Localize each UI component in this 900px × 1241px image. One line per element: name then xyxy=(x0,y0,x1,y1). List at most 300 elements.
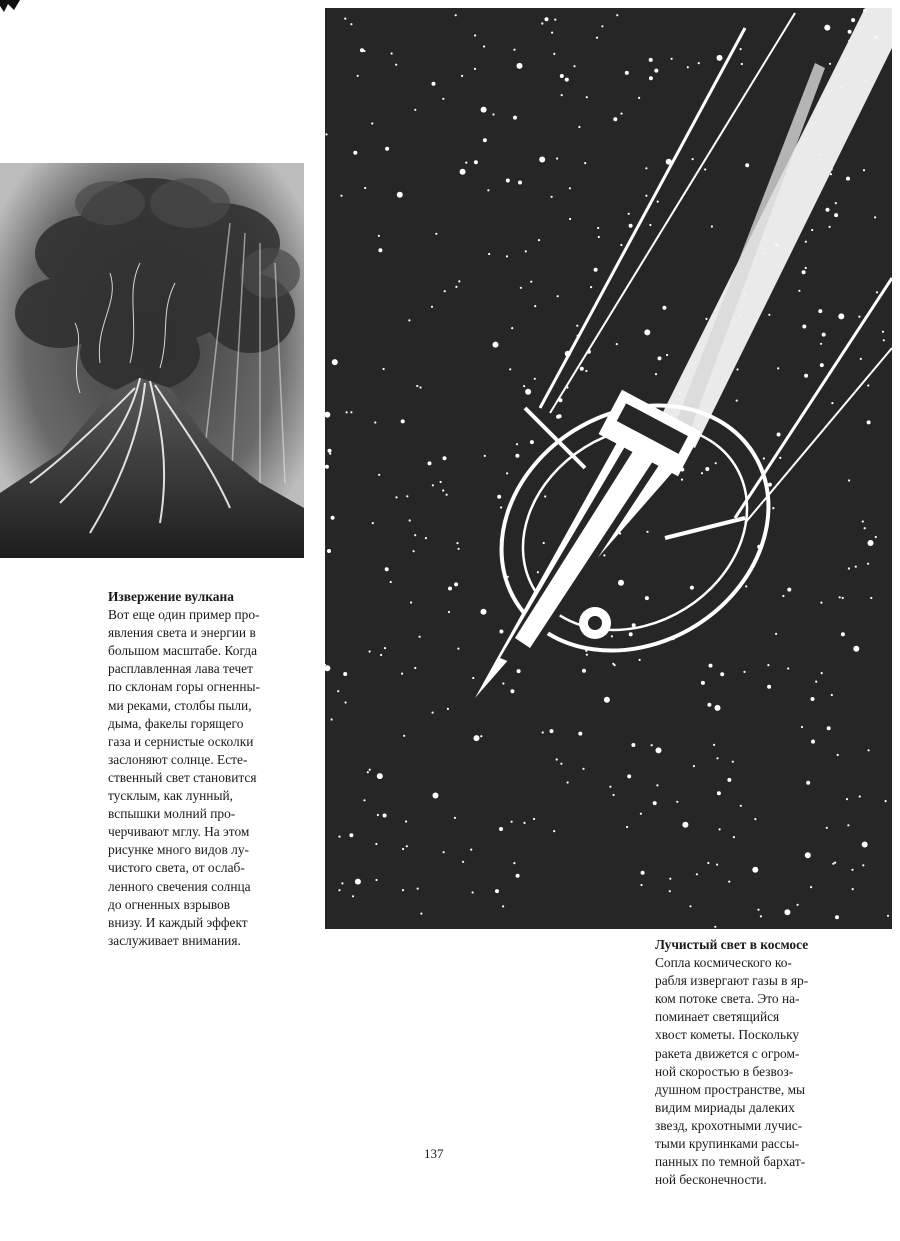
star xyxy=(875,536,877,538)
star xyxy=(585,370,587,372)
star xyxy=(715,705,721,711)
star xyxy=(618,580,624,586)
star xyxy=(596,37,598,39)
star xyxy=(862,864,864,866)
star xyxy=(338,836,340,838)
star xyxy=(428,461,432,465)
star xyxy=(492,113,494,115)
caption-line: вспышки молний про- xyxy=(108,806,236,822)
star xyxy=(842,597,844,599)
star xyxy=(862,842,868,848)
star xyxy=(885,800,887,802)
star xyxy=(870,597,872,599)
star xyxy=(506,179,510,183)
star xyxy=(511,327,513,329)
star xyxy=(616,343,618,345)
star xyxy=(649,58,653,62)
star xyxy=(649,224,651,226)
star xyxy=(515,454,519,458)
star xyxy=(550,729,554,733)
star xyxy=(829,63,831,65)
star xyxy=(329,453,331,455)
star xyxy=(419,386,421,388)
star xyxy=(810,886,812,888)
star xyxy=(826,208,830,212)
star xyxy=(696,873,698,875)
star xyxy=(709,664,713,668)
star xyxy=(495,889,499,893)
star xyxy=(727,778,731,782)
star xyxy=(448,611,450,613)
star xyxy=(772,507,774,509)
star xyxy=(584,162,586,164)
star xyxy=(867,420,871,424)
star xyxy=(806,781,810,785)
star xyxy=(483,45,485,47)
star xyxy=(363,799,365,801)
star xyxy=(533,818,535,820)
star xyxy=(328,449,332,453)
star xyxy=(576,325,578,327)
star xyxy=(416,385,418,387)
star xyxy=(640,884,642,886)
star xyxy=(378,248,382,252)
star xyxy=(831,402,833,404)
star xyxy=(553,53,555,55)
star xyxy=(385,147,389,151)
star xyxy=(768,483,772,487)
star xyxy=(369,769,371,771)
star xyxy=(613,117,617,121)
star xyxy=(344,18,346,20)
star xyxy=(551,32,553,34)
star xyxy=(406,845,408,847)
star xyxy=(391,52,393,54)
star xyxy=(502,905,504,907)
star xyxy=(371,122,373,124)
star xyxy=(658,356,662,360)
star xyxy=(671,58,673,60)
star xyxy=(693,765,695,767)
star xyxy=(493,342,499,348)
star xyxy=(357,75,359,77)
caption-line: дыма, факелы горящего xyxy=(108,715,244,731)
star xyxy=(500,506,502,508)
star xyxy=(835,915,839,919)
star xyxy=(736,400,738,402)
caption-line: явления света и энергии в xyxy=(108,625,256,641)
star xyxy=(541,22,543,24)
star xyxy=(578,126,580,128)
star xyxy=(720,672,724,676)
star xyxy=(443,456,447,460)
star xyxy=(405,820,407,822)
star xyxy=(707,703,711,707)
star xyxy=(573,65,575,67)
star xyxy=(432,712,434,714)
star xyxy=(716,864,718,866)
space-illustration xyxy=(325,8,892,929)
star xyxy=(631,743,635,747)
star xyxy=(509,368,511,370)
star xyxy=(733,836,735,838)
star xyxy=(820,602,822,604)
star xyxy=(640,813,642,815)
star xyxy=(554,19,556,21)
star xyxy=(760,915,762,917)
star xyxy=(590,286,592,288)
star xyxy=(462,861,464,863)
star xyxy=(741,63,743,65)
star xyxy=(612,663,614,665)
star xyxy=(628,213,630,215)
star xyxy=(448,587,452,591)
star xyxy=(402,889,404,891)
star xyxy=(340,195,342,197)
star xyxy=(525,389,531,395)
star xyxy=(775,633,777,635)
caption-line: тусклым, как лунный, xyxy=(108,788,233,804)
star xyxy=(455,286,457,288)
star xyxy=(826,827,828,829)
star xyxy=(327,549,331,553)
star xyxy=(432,82,436,86)
star xyxy=(641,871,645,875)
star xyxy=(487,189,489,191)
star xyxy=(325,133,327,135)
star xyxy=(374,421,376,423)
star xyxy=(331,516,335,520)
star xyxy=(868,540,874,546)
star xyxy=(523,385,525,387)
star xyxy=(846,177,850,181)
star xyxy=(651,744,653,746)
star xyxy=(569,187,571,189)
star xyxy=(632,623,636,627)
star xyxy=(701,472,703,474)
caption-line: внизу. И каждый эффект xyxy=(108,914,248,930)
star xyxy=(369,650,371,652)
star xyxy=(714,926,716,928)
star xyxy=(728,881,730,883)
page-number: 137 xyxy=(424,1146,444,1161)
star xyxy=(383,814,387,818)
star xyxy=(341,882,343,884)
star xyxy=(395,496,397,498)
star xyxy=(337,690,339,692)
star xyxy=(876,291,878,293)
star xyxy=(779,457,781,459)
star xyxy=(484,455,486,457)
star xyxy=(711,225,713,227)
star xyxy=(414,534,416,536)
star xyxy=(517,63,523,69)
star xyxy=(518,181,522,185)
star xyxy=(805,852,811,858)
star xyxy=(558,414,562,418)
star xyxy=(829,226,831,228)
star xyxy=(676,801,678,803)
star xyxy=(822,333,826,337)
star xyxy=(363,50,365,52)
star xyxy=(767,664,769,666)
star xyxy=(656,747,662,753)
star xyxy=(397,192,403,198)
star xyxy=(372,522,374,524)
star xyxy=(414,667,416,669)
star xyxy=(560,763,562,765)
star xyxy=(349,833,353,837)
star xyxy=(346,411,348,413)
star xyxy=(401,419,405,423)
star xyxy=(530,281,532,283)
star xyxy=(831,694,833,696)
star xyxy=(704,168,706,170)
star xyxy=(331,718,333,720)
star xyxy=(325,465,329,469)
star xyxy=(352,895,354,897)
star xyxy=(417,888,419,890)
star xyxy=(835,202,837,204)
caption-line: Сопла космического ко- xyxy=(655,955,792,971)
star xyxy=(768,314,770,316)
star xyxy=(534,305,536,307)
star xyxy=(457,648,459,650)
star xyxy=(682,822,688,828)
star xyxy=(827,726,831,730)
star xyxy=(444,290,446,292)
star xyxy=(882,331,884,333)
star xyxy=(846,798,848,800)
star xyxy=(569,218,571,220)
star xyxy=(811,697,815,701)
star xyxy=(454,817,456,819)
star xyxy=(390,581,392,583)
star xyxy=(561,94,563,96)
star xyxy=(812,739,814,741)
star xyxy=(804,374,808,378)
star xyxy=(375,843,377,845)
star xyxy=(465,162,467,164)
star xyxy=(410,601,412,603)
star xyxy=(757,909,759,911)
caption-line: тыми крупинками рассы- xyxy=(655,1136,800,1152)
star xyxy=(350,411,352,413)
star xyxy=(456,542,458,544)
star xyxy=(626,826,628,828)
volcano-caption-title: Извержение вулкана xyxy=(108,589,234,604)
star xyxy=(754,818,756,820)
star xyxy=(820,343,822,345)
star xyxy=(745,585,747,587)
star xyxy=(520,287,522,289)
star xyxy=(474,160,478,164)
star xyxy=(863,169,865,171)
star xyxy=(377,814,379,816)
star xyxy=(834,213,838,217)
star xyxy=(777,433,781,437)
star xyxy=(767,685,771,689)
star xyxy=(409,519,411,521)
star xyxy=(763,457,765,459)
caption-line: ной бесконечности. xyxy=(655,1172,767,1188)
star xyxy=(499,630,503,634)
star xyxy=(401,673,403,675)
star xyxy=(743,671,745,673)
star xyxy=(798,290,800,292)
star xyxy=(868,749,870,751)
star xyxy=(732,761,734,763)
star xyxy=(848,567,850,569)
star xyxy=(784,909,790,915)
space-caption-title: Лучистый свет в космосе xyxy=(655,937,809,952)
star xyxy=(377,773,383,779)
star xyxy=(481,609,487,615)
star xyxy=(609,786,611,788)
star xyxy=(782,595,784,597)
star xyxy=(802,325,806,329)
star xyxy=(470,849,472,851)
caption-line: панных по темной бархат- xyxy=(655,1154,806,1170)
star xyxy=(380,654,382,656)
star xyxy=(848,30,852,34)
star xyxy=(690,586,694,590)
star xyxy=(402,848,404,850)
star xyxy=(860,358,862,360)
star xyxy=(740,48,742,50)
star xyxy=(488,253,490,255)
star xyxy=(874,216,876,218)
star xyxy=(847,824,849,826)
star xyxy=(556,157,558,159)
star xyxy=(654,69,658,73)
star xyxy=(442,98,444,100)
star xyxy=(513,862,515,864)
star xyxy=(360,48,364,52)
star xyxy=(378,474,380,476)
star xyxy=(543,542,545,544)
caption-line: черчивают мглу. На этом xyxy=(108,824,250,840)
star xyxy=(657,201,659,203)
star xyxy=(824,25,830,31)
star xyxy=(713,744,715,746)
star xyxy=(883,339,885,341)
star xyxy=(705,318,707,320)
star xyxy=(586,96,588,98)
star xyxy=(862,520,864,522)
star xyxy=(414,109,416,111)
star xyxy=(645,195,647,197)
star xyxy=(516,443,518,445)
star xyxy=(639,659,641,661)
caption-line: хвост кометы. Поскольку xyxy=(655,1027,800,1043)
caption-line: чистого света, от ослаб- xyxy=(108,860,245,876)
caption-line: душном пространстве, мы xyxy=(655,1081,806,1097)
star xyxy=(805,241,807,243)
star xyxy=(867,384,869,386)
star xyxy=(787,588,791,592)
star xyxy=(538,239,540,241)
star xyxy=(848,479,850,481)
star xyxy=(481,107,487,113)
star xyxy=(364,187,366,189)
star xyxy=(687,66,689,68)
star xyxy=(802,270,806,274)
star xyxy=(446,494,448,496)
star xyxy=(717,791,721,795)
star xyxy=(597,227,599,229)
volcano-illustration xyxy=(0,163,304,558)
star xyxy=(582,768,584,770)
star xyxy=(375,879,377,881)
star xyxy=(530,440,534,444)
star xyxy=(474,34,476,36)
star xyxy=(343,672,347,676)
star xyxy=(629,224,633,228)
star xyxy=(556,758,558,760)
star xyxy=(367,771,369,773)
star xyxy=(510,689,514,693)
caption-line: большом масштабе. Когда xyxy=(108,643,258,659)
star xyxy=(502,682,504,684)
star xyxy=(582,669,586,673)
star xyxy=(345,701,347,703)
star xyxy=(620,113,622,115)
caption-line: по склонам горы огненны- xyxy=(108,679,260,695)
star xyxy=(649,76,653,80)
star xyxy=(565,78,569,82)
star xyxy=(613,794,615,796)
star xyxy=(544,495,546,497)
star xyxy=(385,567,389,571)
star xyxy=(460,169,466,175)
star xyxy=(838,313,844,319)
star xyxy=(692,158,694,160)
star xyxy=(625,71,629,75)
star xyxy=(534,378,536,380)
star xyxy=(383,368,385,370)
corner-mark xyxy=(0,0,24,14)
star xyxy=(545,17,549,21)
star xyxy=(820,363,824,367)
star xyxy=(851,18,855,22)
star xyxy=(483,138,487,142)
star xyxy=(431,306,433,308)
star xyxy=(701,681,705,685)
star xyxy=(525,250,527,252)
star xyxy=(551,196,553,198)
caption-line: заслуживает внимания. xyxy=(108,932,241,948)
star xyxy=(513,116,517,120)
star xyxy=(717,55,723,61)
star xyxy=(745,163,749,167)
star xyxy=(629,632,633,636)
star xyxy=(852,888,854,890)
star xyxy=(627,774,631,778)
star xyxy=(497,495,501,499)
star xyxy=(458,548,460,550)
star xyxy=(350,23,352,25)
caption-line: заслоняют солнце. Есте- xyxy=(108,751,248,767)
star xyxy=(378,235,380,237)
caption-line: расплавленная лава течет xyxy=(108,661,253,677)
star xyxy=(598,236,600,238)
star xyxy=(603,554,605,556)
star xyxy=(645,596,649,600)
star xyxy=(601,25,603,27)
star xyxy=(864,527,866,529)
star xyxy=(560,74,564,78)
